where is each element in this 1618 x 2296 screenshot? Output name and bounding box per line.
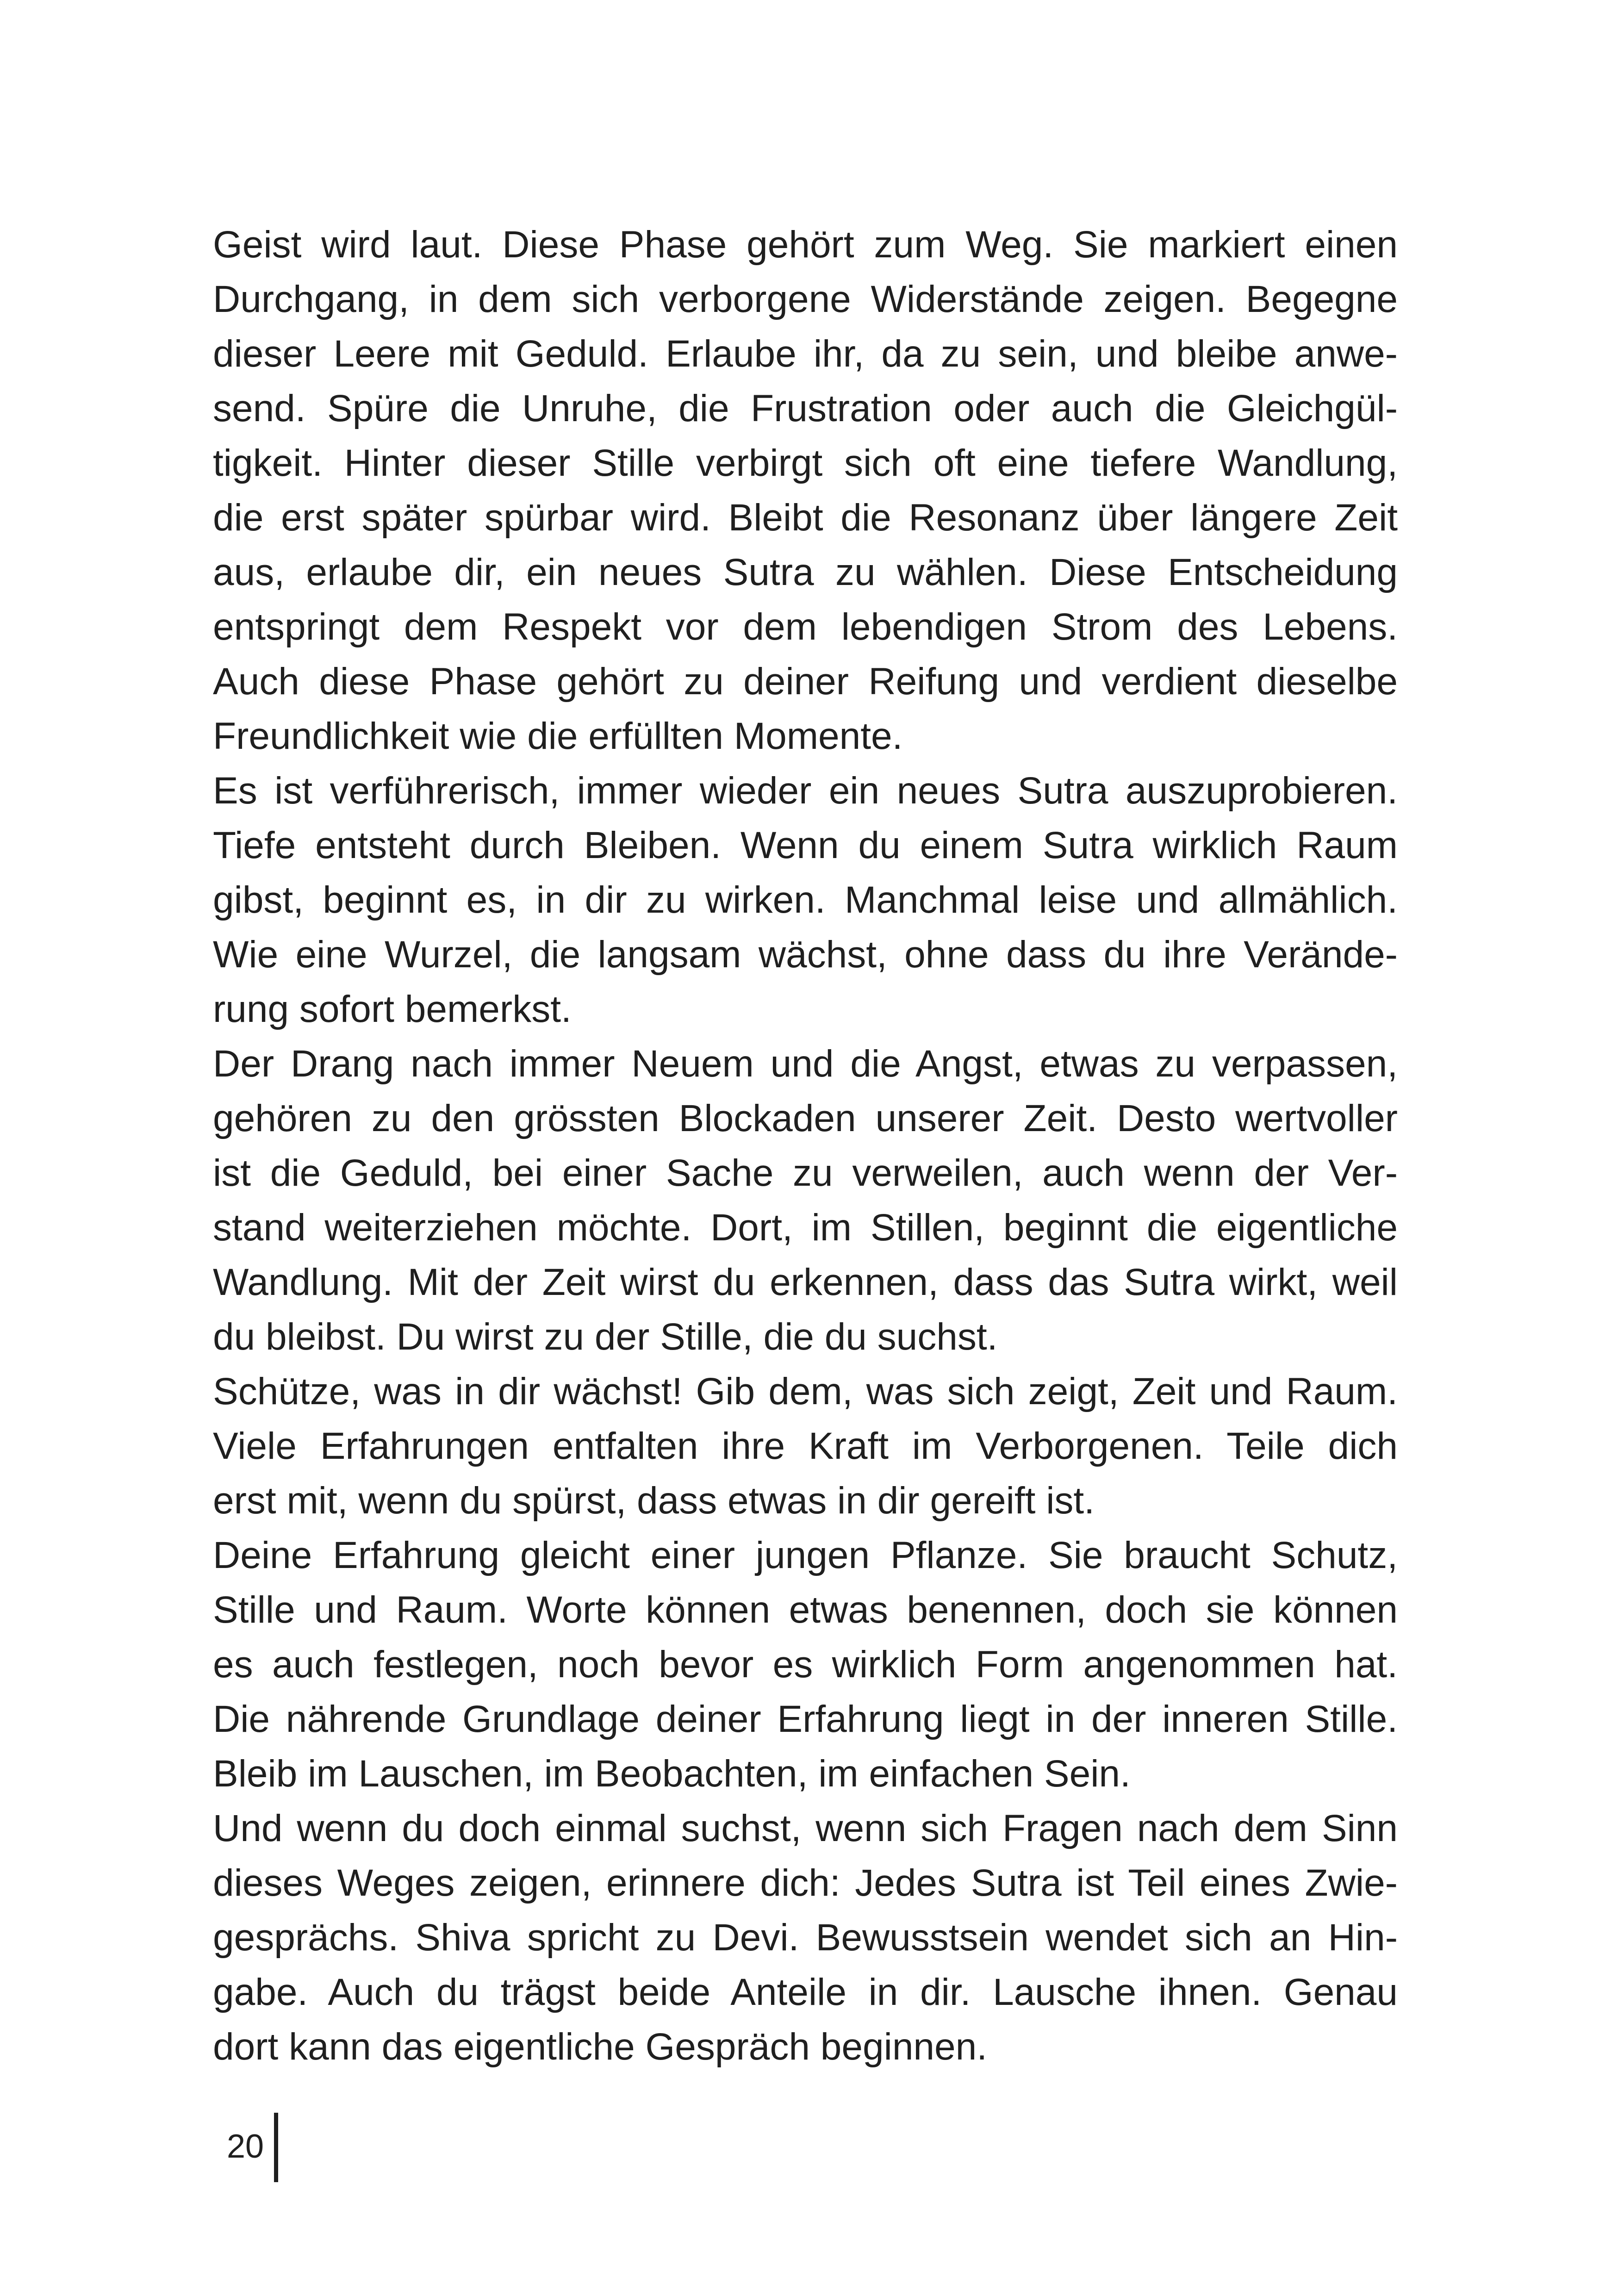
text-line: dieser Leere mit Geduld. Erlaube ihr, da zu sein, und bleibe anwe-: [213, 333, 1398, 375]
text-line: dieses Weges zeigen, erinnere dich: Jedes Sutra ist Teil eines Zwie-: [213, 1862, 1398, 1904]
text-line: send. Spüre die Unruhe, die Frustration oder auch die Gleichgül-: [213, 387, 1398, 429]
text-line: aus, erlaube dir, ein neues Sutra zu wählen. Diese Entscheidung: [213, 551, 1398, 593]
text-line: du bleibst. Du wirst zu der Stille, die du suchst.: [213, 1316, 998, 1358]
body-text: [213, 218, 1398, 2074]
text-line: erst mit, wenn du spürst, dass etwas in dir gereift ist.: [213, 1480, 1095, 1522]
text-line: Geist wird laut. Diese Phase gehört zum Weg. Sie markiert einen: [213, 224, 1398, 266]
text-line: es auch festlegen, noch bevor es wirklich Form angenommen hat.: [213, 1643, 1398, 1686]
text-line: gibst, beginnt es, in dir zu wirken. Manchmal leise und allmählich.: [213, 879, 1398, 921]
text-line: ist die Geduld, bei einer Sache zu verweilen, auch wenn der Ver-: [213, 1152, 1398, 1194]
text-line: Viele Erfahrungen entfalten ihre Kraft im Verborgenen. Teile dich: [213, 1425, 1398, 1467]
text-line: rung sofort bemerkst.: [213, 988, 572, 1030]
text-line: Die nährende Grundlage deiner Erfahrung liegt in der inneren Stille.: [213, 1698, 1398, 1740]
text-line: gehören zu den grössten Blockaden unserer Zeit. Desto wertvoller: [213, 1097, 1398, 1139]
text-line: Wie eine Wurzel, die langsam wächst, ohne dass du ihre Verände-: [213, 933, 1398, 976]
text-line: Tiefe entsteht durch Bleiben. Wenn du einem Sutra wirklich Raum: [213, 824, 1398, 866]
text-line: Schütze, was in dir wächst! Gib dem, was sich zeigt, Zeit und Raum.: [213, 1370, 1398, 1412]
page-number: 20: [227, 2128, 264, 2165]
text-line: Wandlung. Mit der Zeit wirst du erkennen, dass das Sutra wirkt, weil: [213, 1261, 1398, 1303]
text-line: Stille und Raum. Worte können etwas benennen, doch sie können: [213, 1589, 1398, 1631]
page-number-rule: [274, 2113, 278, 2182]
text-line: die erst später spürbar wird. Bleibt die Resonanz über längere Zeit: [213, 497, 1398, 539]
text-line: Durchgang, in dem sich verborgene Widerstände zeigen. Begegne: [213, 278, 1398, 320]
text-line: entspringt dem Respekt vor dem lebendigen Strom des Lebens.: [213, 606, 1398, 648]
text-line: tigkeit. Hinter dieser Stille verbirgt sich oft eine tiefere Wandlung,: [213, 442, 1398, 484]
text-line: gabe. Auch du trägst beide Anteile in dir. Lausche ihnen. Genau: [213, 1971, 1398, 2013]
text-line: Bleib im Lauschen, im Beobachten, im einfachen Sein.: [213, 1753, 1131, 1795]
text-line: gesprächs. Shiva spricht zu Devi. Bewusstsein wendet sich an Hin-: [213, 1916, 1398, 1959]
text-line: Auch diese Phase gehört zu deiner Reifung und verdient dieselbe: [213, 660, 1398, 703]
text-line: Deine Erfahrung gleicht einer jungen Pflanze. Sie braucht Schutz,: [213, 1534, 1398, 1576]
text-line: Es ist verführerisch, immer wieder ein neues Sutra auszuprobieren.: [213, 770, 1398, 812]
text-line: Freundlichkeit wie die erfüllten Momente.: [213, 715, 903, 757]
text-line: dort kann das eigentliche Gespräch beginnen.: [213, 2026, 988, 2068]
page-footer: [227, 2113, 338, 2182]
text-line: Und wenn du doch einmal suchst, wenn sich Fragen nach dem Sinn: [213, 1807, 1398, 1849]
text-line: stand weiterziehen möchte. Dort, im Stillen, beginnt die eigentliche: [213, 1207, 1398, 1249]
text-line: Der Drang nach immer Neuem und die Angst, etwas zu verpassen,: [213, 1043, 1398, 1085]
